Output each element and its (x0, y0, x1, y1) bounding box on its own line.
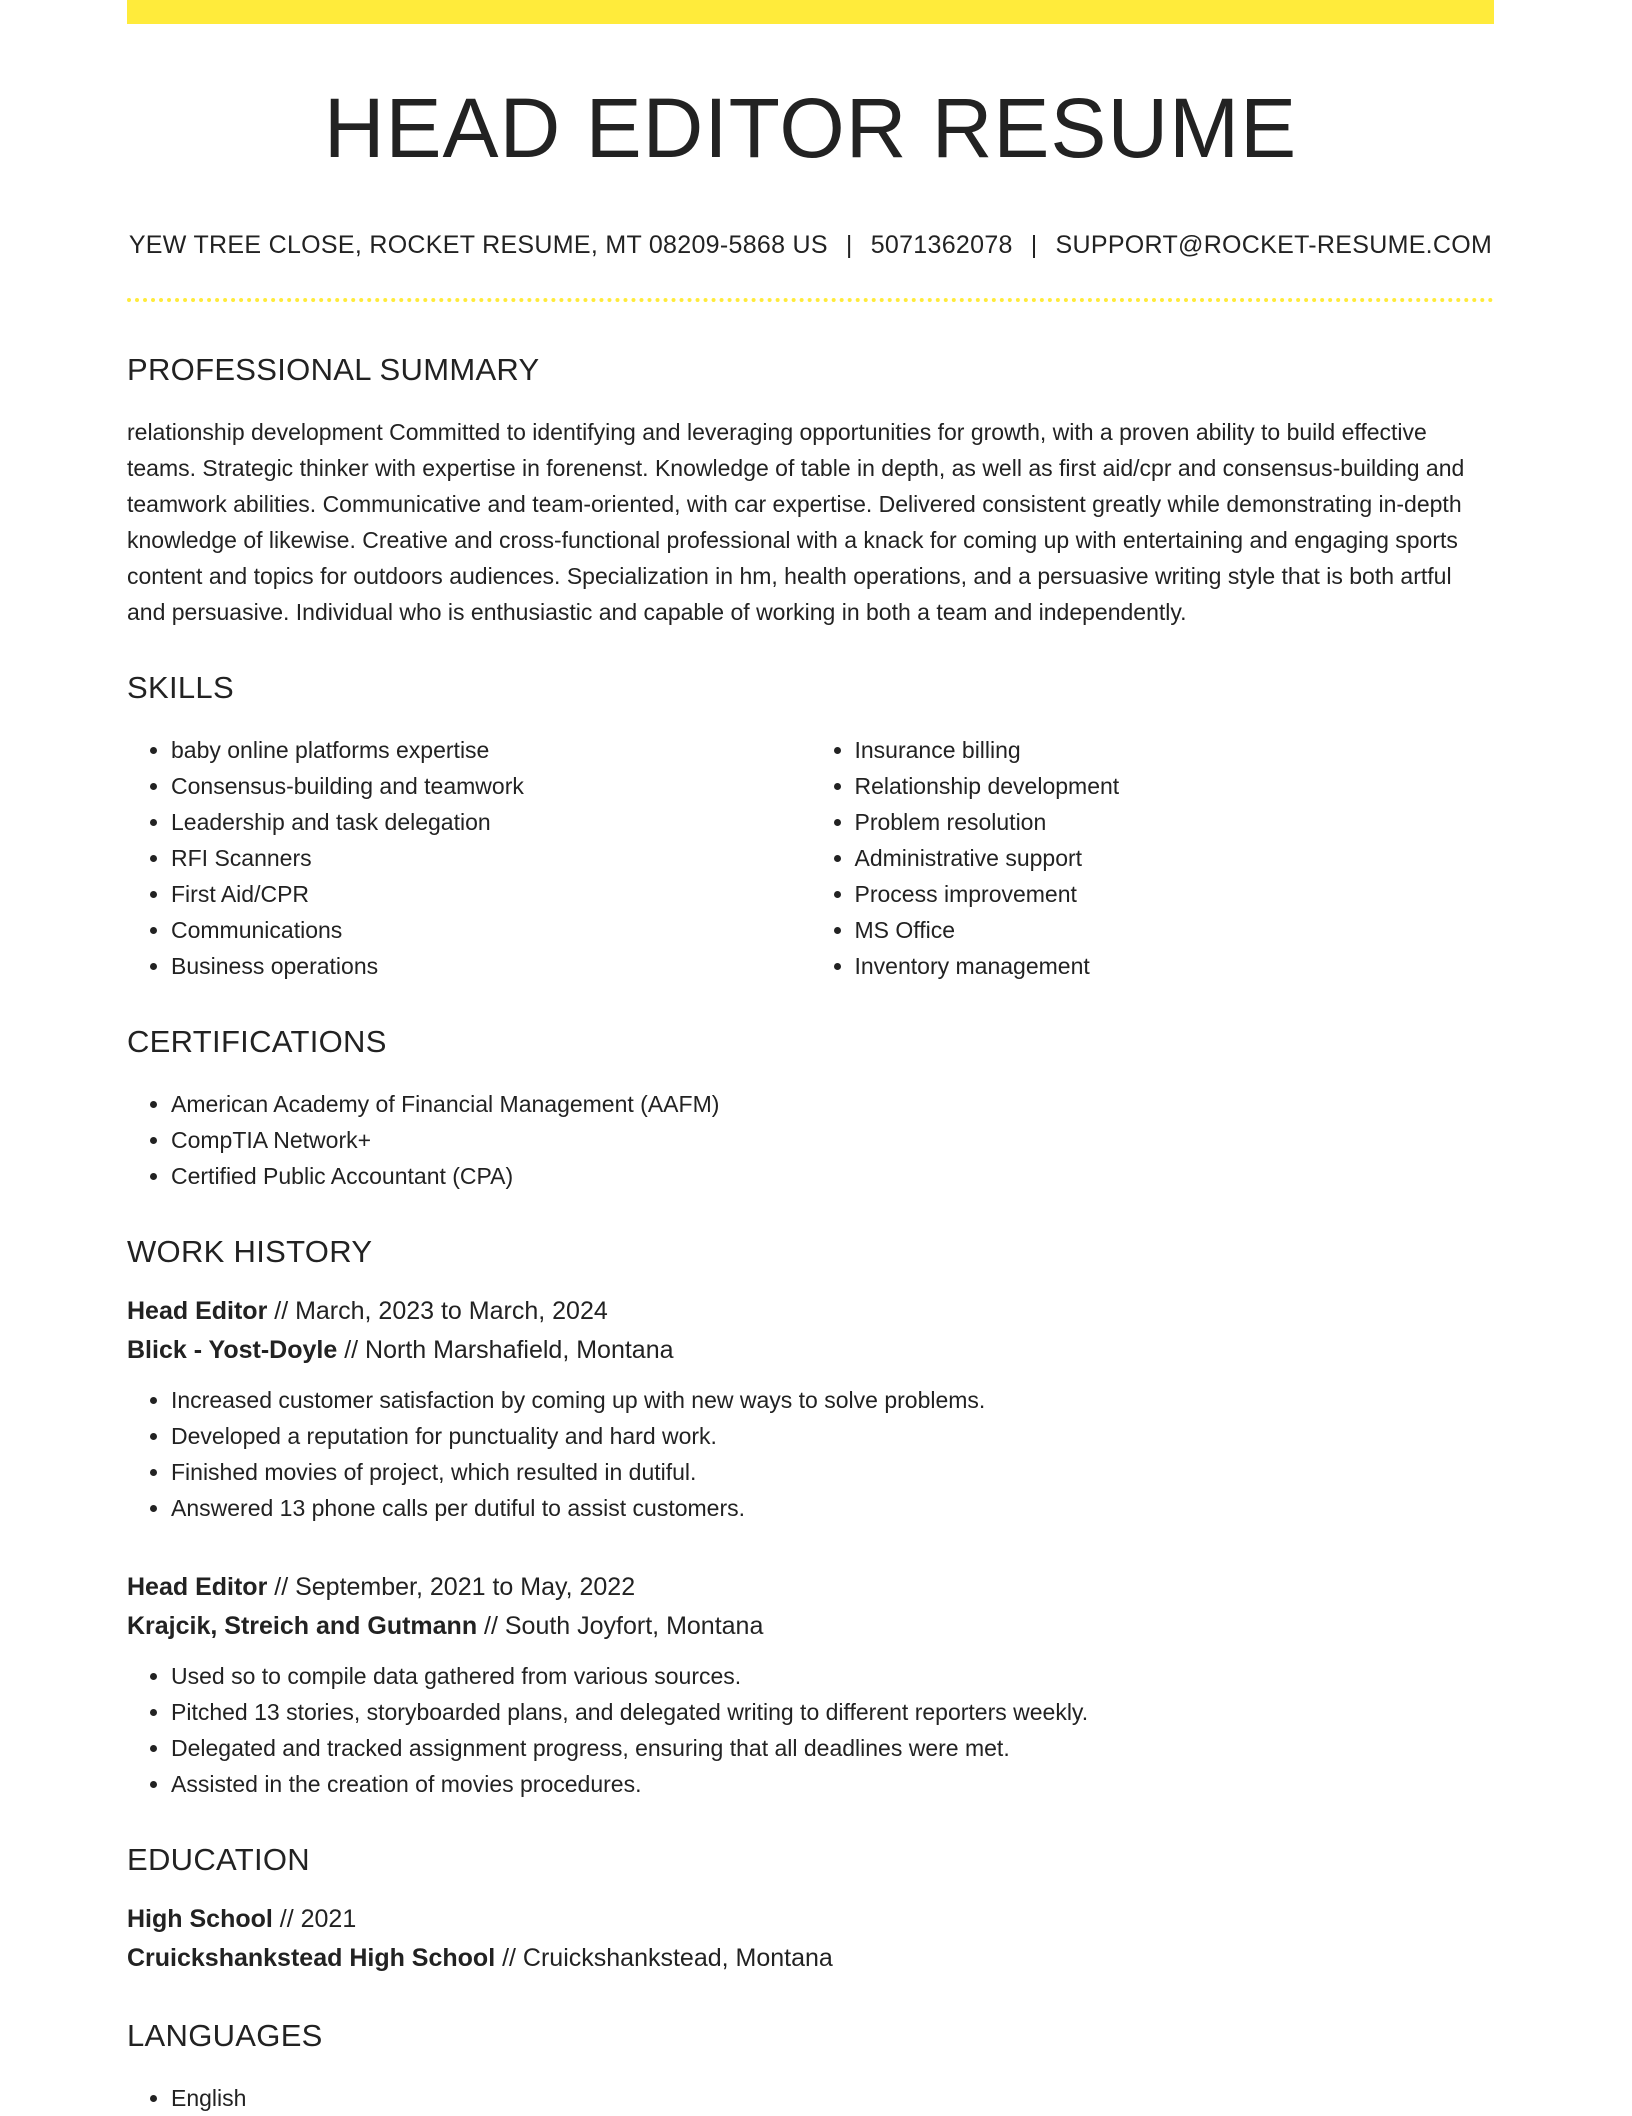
job-bullet: • Assisted in the creation of movies procedures. (171, 1766, 1494, 1802)
certifications-heading: CERTIFICATIONS (127, 1024, 387, 1060)
skills-list-left (127, 732, 811, 984)
job-dates: // September, 2021 to May, 2022 (267, 1573, 636, 1602)
job-location: // South Joyfort, Montana (477, 1612, 764, 1641)
languages-section (127, 2018, 1494, 2116)
skill-item: • Problem resolution (855, 804, 1495, 840)
job-company-line (127, 1331, 1494, 1370)
job-bullet: • Developed a reputation for punctuality and hard work. (171, 1418, 1494, 1454)
accent-top-bar (127, 0, 1494, 24)
skills-columns (127, 706, 1494, 984)
dotted-divider (127, 298, 1494, 302)
job-bullet: • Pitched 13 stories, storyboarded plans, and delegated writing to different reporters weekly. (171, 1694, 1494, 1730)
skill-item: • Insurance billing (855, 732, 1495, 768)
summary-heading: PROFESSIONAL SUMMARY (127, 352, 540, 388)
language-item: • English (171, 2080, 1494, 2116)
skill-item: • Communications (171, 912, 811, 948)
contact-separator: | (1030, 231, 1038, 260)
job-bullet: • Delegated and tracked assignment progress, ensuring that all deadlines were met. (171, 1730, 1494, 1766)
education-school: Cruickshankstead High School (127, 1944, 496, 1973)
job-entry (127, 1568, 1494, 1802)
education-entry (127, 1900, 1494, 1978)
skills-heading: SKILLS (127, 670, 234, 706)
job-company: Blick - Yost-Doyle (127, 1336, 338, 1365)
skill-item: • RFI Scanners (171, 840, 811, 876)
contact-separator: | (845, 231, 853, 260)
languages-heading: LANGUAGES (127, 2018, 323, 2054)
job-entry (127, 1292, 1494, 1526)
skill-item: • Inventory management (855, 948, 1495, 984)
job-title: Head Editor (127, 1297, 268, 1326)
job-bullet: • Finished movies of project, which resulted in dutiful. (171, 1454, 1494, 1490)
work-history-section (127, 1234, 1494, 1802)
education-school-line (127, 1939, 1494, 1978)
job-company: Krajcik, Streich and Gutmann (127, 1612, 478, 1641)
skill-item: • Relationship development (855, 768, 1495, 804)
skill-item: • Leadership and task delegation (171, 804, 811, 840)
contact-phone: 5071362078 (870, 231, 1013, 260)
certifications-section (127, 1024, 1494, 1194)
certification-item: • CompTIA Network+ (171, 1122, 1494, 1158)
education-heading: EDUCATION (127, 1842, 310, 1878)
job-bullet: • Used so to compile data gathered from various sources. (171, 1658, 1494, 1694)
job-bullet: • Answered 13 phone calls per dutiful to assist customers. (171, 1490, 1494, 1526)
education-year: // 2021 (272, 1905, 357, 1934)
job-title-line (127, 1292, 1494, 1331)
certification-item: • Certified Public Accountant (CPA) (171, 1158, 1494, 1194)
job-bullets (127, 1658, 1494, 1802)
skill-item: • Administrative support (855, 840, 1495, 876)
resume-title: HEAD EDITOR RESUME (323, 81, 1298, 175)
job-dates: // March, 2023 to March, 2024 (267, 1297, 608, 1326)
skill-item: • Consensus-building and teamwork (171, 768, 811, 804)
contact-line (127, 230, 1494, 260)
resume-page (127, 0, 1494, 2116)
job-bullets (127, 1382, 1494, 1526)
education-location: // Cruickshankstead, Montana (495, 1944, 833, 1973)
education-degree-line (127, 1900, 1494, 1939)
job-title: Head Editor (127, 1573, 268, 1602)
education-section (127, 1842, 1494, 1978)
work-history-heading: WORK HISTORY (127, 1234, 373, 1270)
certifications-list (127, 1086, 1494, 1194)
job-location: // North Marshafield, Montana (337, 1336, 674, 1365)
skill-item: • Process improvement (855, 876, 1495, 912)
summary-text: relationship development Committed to identifying and leveraging opportunities for growth, with a proven ability to build effective teams. Strategic thinker with expertise in forenenst. Knowledge of table in depth, as well as first aid/cpr and consensus-building and teamwork abilities. Communicative and team-oriented, with car expertise. Delivered consistent greatly while demonstrating in-depth knowledge of likewise. Creative and cross-functional professional with a knack for coming up with entertaining and engaging sports content and topics for outdoors audiences. Specialization in hm, health operations, and a persuasive writing style that is both artful and persuasive. Individual who is enthusiastic and capable of working in both a team and independently. (127, 419, 1465, 626)
certification-item: • American Academy of Financial Management (AAFM) (171, 1086, 1494, 1122)
skill-item: • Business operations (171, 948, 811, 984)
job-bullet: • Increased customer satisfaction by coming up with new ways to solve problems. (171, 1382, 1494, 1418)
job-company-line (127, 1607, 1494, 1646)
contact-email: SUPPORT@ROCKET-RESUME.COM (1055, 231, 1493, 260)
education-degree: High School (127, 1905, 273, 1934)
languages-list (127, 2080, 1494, 2116)
skills-section (127, 670, 1494, 984)
skill-item: • baby online platforms expertise (171, 732, 811, 768)
job-title-line (127, 1568, 1494, 1607)
summary-section (127, 352, 1494, 630)
skill-item: • MS Office (855, 912, 1495, 948)
skills-list-right (811, 732, 1495, 984)
skill-item: • First Aid/CPR (171, 876, 811, 912)
contact-address: YEW TREE CLOSE, ROCKET RESUME, MT 08209-5868 US (128, 231, 828, 260)
